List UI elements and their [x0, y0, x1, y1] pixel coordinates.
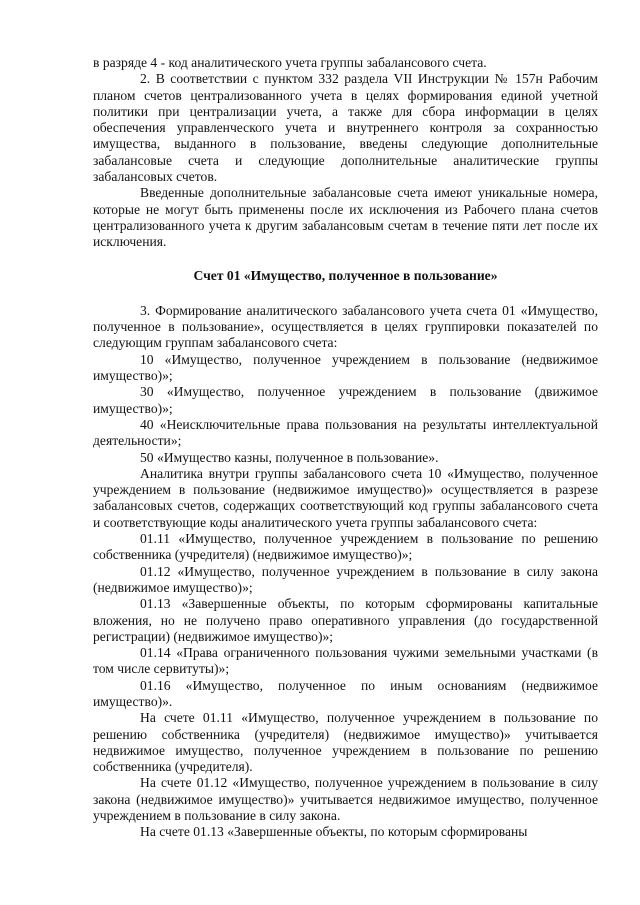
paragraph-account-01-13: На счете 01.13 «Завершенные объекты, по которым сформированы	[140, 824, 528, 840]
list-item-account-01-16: 01.16 «Имущество, полученное по иным основаниям (недвижимое имущество)».	[93, 677, 598, 709]
paragraph-account-01-11: На счете 01.11 «Имущество, полученное учреждением в пользование по решению собственника (учредителя) (недвижимое имущество)» учитывается недвижимое имущество, полученное учреждением в пользование по решению собственника (учредителя).	[93, 710, 598, 775]
section-heading: Счет 01 «Имущество, полученное в пользование»	[193, 267, 498, 283]
paragraph-item-3: 3. Формирование аналитического забалансового учета счета 01 «Имущество, полученное в пользование», осуществляется в целях группировки показателей по следующим группам забалансового счета:	[93, 302, 598, 351]
paragraph-item-2: 2. В соответствии с пунктом 332 раздела VII Инструкции № 157н Рабочим планом счетов централизованного учета в целях формирования единой учетной политики при централизации учета, а также для сбора информации в целях обеспечения управленческого учета и внутреннего контроля за сохранностью имущества, выданного в пользование, введены следующие дополнительные забалансовые счета и следующие дополнительные аналитические группы забалансовых счетов.	[93, 71, 598, 185]
list-item-account-01-11: 01.11 «Имущество, полученное учреждением в пользование по решению собственника (учредителя) (недвижимое имущество)»;	[93, 531, 598, 563]
paragraph-group-10-analytics: Аналитика внутри группы забалансового счета 10 «Имущество, полученное учреждением в пользование (недвижимое имущество)» осуществляется в разрезе забалансовых счетов, содержащих соответствующий код группы забалансового счета и соответствующие коды аналитического учета группы забалансового счета:	[93, 465, 598, 530]
list-item-account-01-13: 01.13 «Завершенные объекты, по которым сформированы капитальные вложения, но не получено право оперативного управления (до государственной регистрации) (недвижимое имущество)»;	[93, 596, 598, 644]
paragraph-grade-code: в разряде 4 - код аналитического учета группы забалансового счета.	[93, 55, 487, 70]
list-item-account-01-14: 01.14 «Права ограниченного пользования чужими земельными участками (в том числе сервитуты)»;	[93, 645, 598, 677]
list-item-group-10: 10 «Имущество, полученное учреждением в пользование (недвижимое имущество)»;	[93, 351, 598, 384]
list-item-group-30: 30 «Имущество, полученное учреждением в пользование (движимое имущество)»;	[93, 384, 598, 416]
list-item-group-40: 40 «Неисключительные права пользования на результаты интеллектуальной деятельности»;	[93, 416, 598, 449]
list-item-account-01-12: 01.12 «Имущество, полученное учреждением в пользование в силу закона (недвижимое имущество)»;	[93, 563, 598, 595]
paragraph-unique-numbers: Введенные дополнительные забалансовые счета имеют уникальные номера, которые не могут быть применены после их исключения из Рабочего плана счетов централизованного учета к другим забалансовым счетам в течение пяти лет после их исключения.	[93, 185, 598, 250]
paragraph-account-01-12: На счете 01.12 «Имущество, полученное учреждением в пользование в силу закона (недвижимое имущество)» учитывается недвижимое имущество, полученное учреждением в пользование в силу закона.	[93, 775, 598, 824]
list-item-group-50: 50 «Имущество казны, полученное в пользование».	[140, 449, 439, 465]
